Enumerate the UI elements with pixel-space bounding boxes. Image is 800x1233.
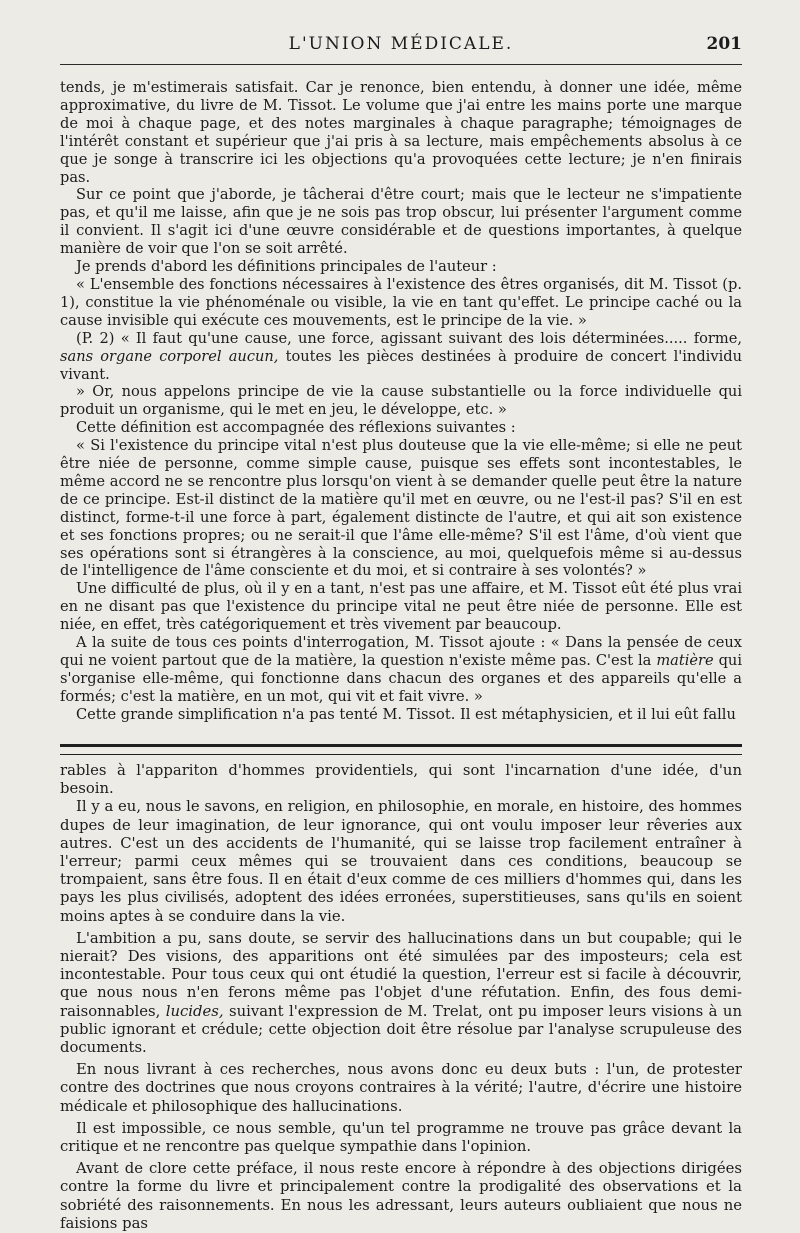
text-run: rables à l'appariton d'hommes providentiels, qui sont l'incarnation d'une idée, d'un besoin. — [60, 762, 742, 798]
text-run: Avant de clore cette préface, il nous reste encore à répondre à des objections dirigées contre la forme du livre et principalement contre la prodigalité des observations et la sobriété des raisonnements. En nous les adressant, leurs auteurs oubliaient que nous ne faisions pas — [60, 1160, 742, 1232]
text-run: qui s'organise elle-même, qui fonctionne dans chacun des organes et des appareils qu'elle a formés; c'est la matière, en un mot, qui vit et fait vivre. » — [60, 652, 742, 705]
paragraph — [60, 276, 742, 330]
paragraph — [60, 634, 742, 706]
paragraph — [60, 930, 742, 1057]
paragraph — [60, 79, 742, 186]
text-run: Sur ce point que j'aborde, je tâcherai d'être court; mais que le lecteur ne s'impatiente pas, et qu'il me laisse, afin que je ne sois pas trop obscur, lui présenter l'argument comme il convient. Il s'agit ici d'une œuvre considérable et de questions importantes, à quelque manière de voir que l'on se soit arrêté. — [60, 186, 742, 258]
text-run: « L'ensemble des fonctions nécessaires à l'existence des êtres organisés, dit M. Tissot (p. 1), constitue la vie phénoménale ou visible, la vie en tant qu'effet. Le principe caché ou la cause invisible qui exécute ces mouvements, est le principe de la vie. » — [60, 275, 742, 329]
text-run: suivant l'expression de M. Trelat, ont pu imposer leurs visions à un public ignorant et crédule; cette objection doit être résolue par l'analyse scrupuleuse des documents. — [60, 1002, 742, 1057]
paragraph — [60, 580, 742, 634]
page-header — [60, 32, 742, 62]
section-separator — [60, 744, 742, 755]
text-run: Cette définition est accompagnée des réflexions suivantes : — [76, 419, 516, 437]
paragraph — [60, 1120, 742, 1156]
text-run: L'ambition a pu, sans doute, se servir des hallucinations dans un but coupable; qui le nierait? Des visions, des apparitions ont été simulées par des imposteurs; cela est incontestable. Pour tous ceux qui ont étudié la question, l'erreur est si facile à découvrir, que nous nous n'en ferons même pas l'objet d'une réfutation. Enfin, des fous demi-raisonnables, — [60, 929, 742, 1020]
paragraph — [60, 186, 742, 258]
text-run: » Or, nous appelons principe de vie la cause substantielle ou la force individuelle qui produit un organisme, qui le met en jeu, le développe, etc. » — [60, 383, 742, 419]
italic-text: sans organe corporel aucun, — [60, 347, 279, 365]
paragraph — [60, 798, 742, 925]
paragraph — [60, 330, 742, 384]
text-run: toutes les pièces destinées à produire de concert l'individu vivant. — [60, 347, 742, 383]
text-run: Une difficulté de plus, où il y en a tant, n'est pas une affaire, et M. Tissot eût été plus vrai en ne disant pas que l'existence du principe vital ne peut être niée de personne. Elle est niée, en effet, très catégoriquement et très vivement par beaucoup. — [60, 580, 742, 634]
paragraph — [60, 1061, 742, 1116]
paragraph — [60, 706, 742, 724]
paragraph — [60, 762, 742, 798]
text-run: Il est impossible, ce nous semble, qu'un tel programme ne trouve pas grâce devant la critique et ne rencontre pas quelque sympathie dans l'opinion. — [60, 1119, 742, 1156]
text-run: Je prends d'abord les définitions principales de l'auteur : — [76, 258, 497, 276]
paragraph — [60, 1160, 742, 1233]
paragraph — [60, 258, 742, 276]
header-rule — [60, 64, 742, 65]
text-run: (P. 2) « Il faut qu'une cause, une force, agissant suivant des lois déterminées..... forme, — [76, 329, 742, 347]
paragraph — [60, 437, 742, 580]
feuilleton-text-column — [60, 762, 742, 1233]
text-run: Cette grande simplification n'a pas tenté M. Tissot. Il est métaphysicien, et il lui eût fallu — [76, 705, 736, 723]
text-run: En nous livrant à ces recherches, nous avons donc eu deux buts : l'un, de protester contre des doctrines que nous croyons contraires à la vérité; l'autre, d'écrire une histoire médicale et philosophique des hallucinations. — [60, 1061, 742, 1115]
running-title: L'UNION MÉDICALE. — [288, 34, 514, 54]
text-run: tends, je m'estimerais satisfait. Car je renonce, bien entendu, à donner une idée, même approximative, du livre de M. Tissot. Le volume que j'ai entre les mains porte une marque de moi à chaque page, et des notes marginales à chaque paragraphe; témoignages de l'intérêt constant et supérieur que j'ai pris à sa lecture, mais empêchements absolus à ce que je songe à transcrire ici les objections qu'a provoquées cette lecture; je n'en finirais pas. — [60, 79, 742, 186]
paragraph — [60, 419, 742, 437]
main-text-column — [60, 79, 742, 724]
text-run: Il y a eu, nous le savons, en religion, en philosophie, en morale, en histoire, des hommes dupes de leur imagination, de leur ignorance, qui ont voulu imposer leur rêveries aux autres. C'est un des accidents de l'humanité, qui se laisse trop facilement entraîner à l'erreur; parmi ceux mêmes qui se trouvaient dans ces conditions, beaucoup se trompaient, sans être fous. Il en était d'eux comme de ces milliers d'hommes qui, dans les pays les plus civilisés, adoptent des idées erronées, superstitieuses, sans qu'ils en soient moins aptes à se conduire dans la vie. — [60, 798, 742, 925]
italic-text: matière — [656, 652, 714, 669]
text-run: A la suite de tous ces points d'interrogation, M. Tissot ajoute : « Dans la pensée de ceux qui ne voient partout que de la matière, la question n'existe même pas. C'est la — [60, 634, 742, 669]
paragraph — [60, 383, 742, 419]
italic-text: lucides, — [165, 1002, 224, 1020]
text-run: « Si l'existence du principe vital n'est plus douteuse que la vie elle-même; si elle ne peut être niée de personne, comme simple cause, puisque ses effets sont incontestables, le même accord ne se rencontre plus lorsqu'on vient à se demander quelle peut être la nature de ce principe. Est-il distinct de la matière qu'il met en œuvre, ou ne l'est-il pas? S'il en est distinct, forme-t-il une force à part, également distincte de l'autre, et qui ait son existence et ses fonctions propres; ou ne serait-il que l'âme elle-même? S'il est l'âme, d'où vient que ses opérations sont si étrangères à la conscience, au moi, quelquefois même si au-dessus de l'intelligence de l'âme consciente et du moi, et si contraire à ses volontés? » — [60, 437, 742, 580]
page-number: 201 — [706, 34, 742, 54]
